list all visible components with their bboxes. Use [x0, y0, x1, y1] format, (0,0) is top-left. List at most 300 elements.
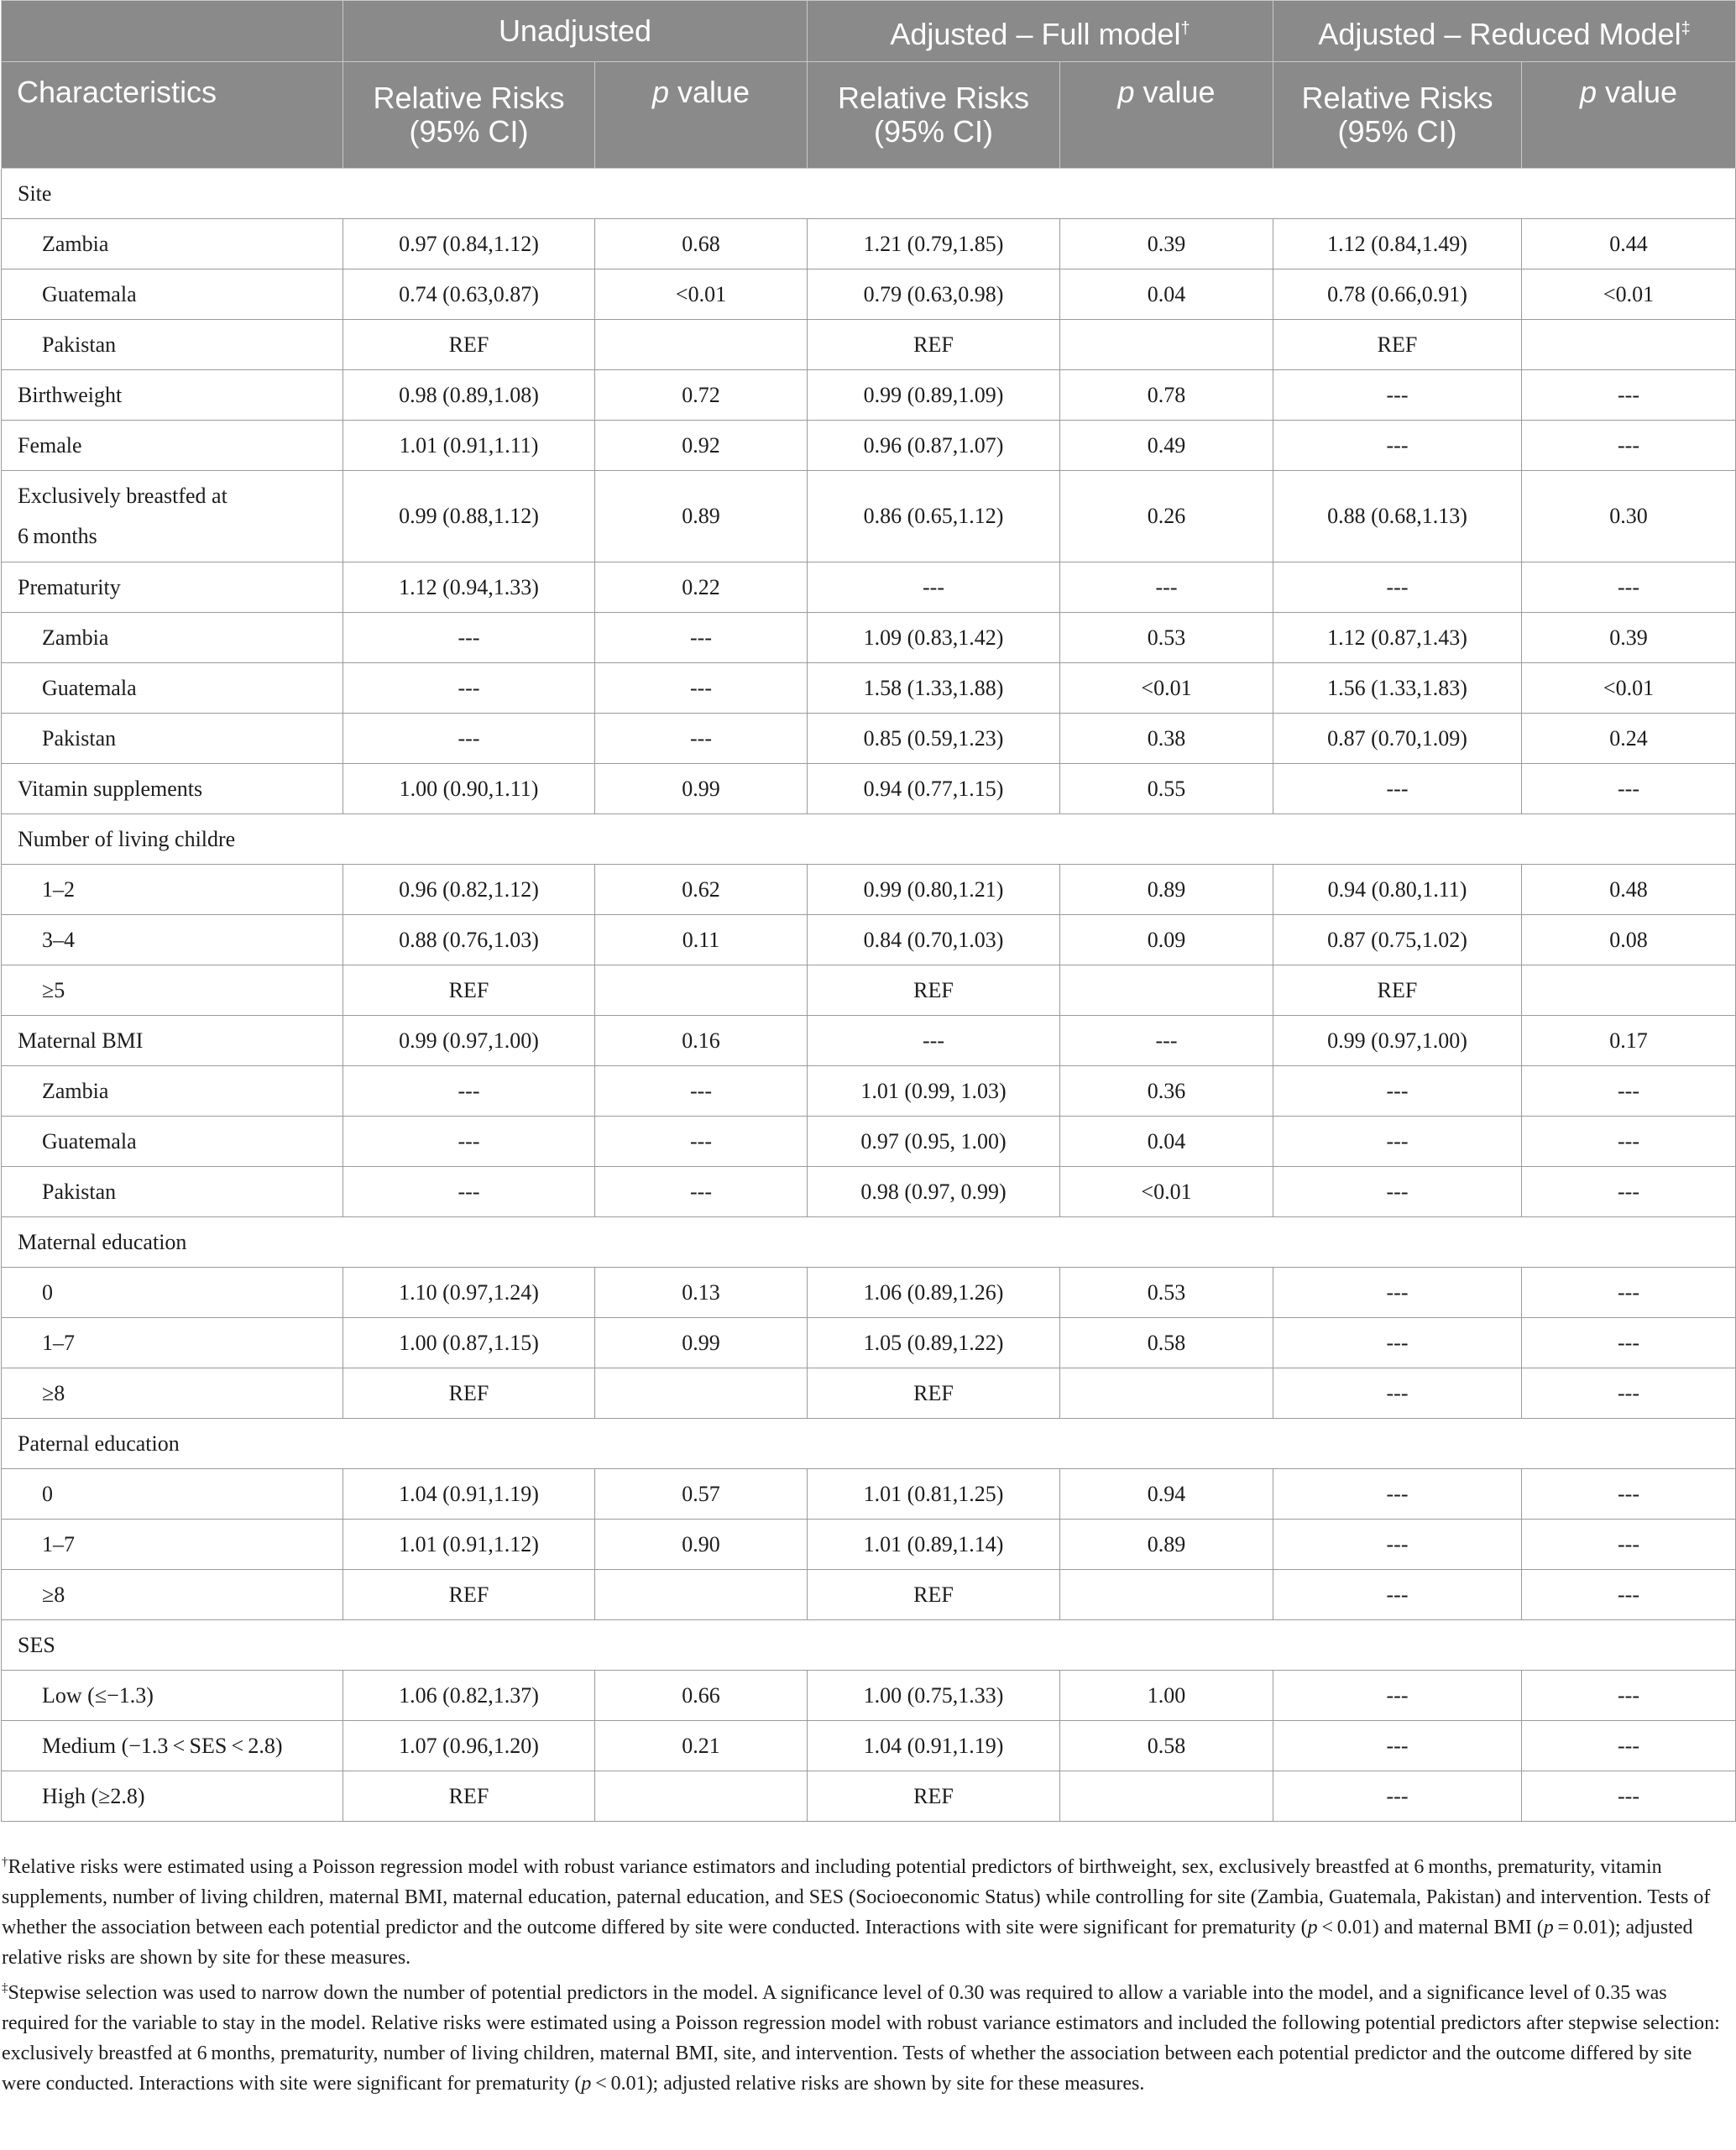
reduced-p-cell: <0.01 — [1522, 663, 1736, 714]
footnote-p-italic: p — [1307, 1917, 1318, 1938]
footnote-dagger: † — [2, 1855, 8, 1869]
footnote-double-dagger: ‡ — [2, 1981, 8, 1995]
row-label-text: ≥5 — [42, 977, 65, 1002]
full-p-cell: 0.38 — [1060, 714, 1273, 764]
table-row — [2, 1721, 1736, 1771]
full-p-cell — [1060, 1771, 1273, 1822]
reduced-p-cell: --- — [1522, 1469, 1736, 1520]
unadjusted-rr-cell: --- — [343, 1066, 595, 1117]
footnote-p-italic: p — [581, 2073, 592, 2095]
full-p-cell: 0.39 — [1060, 219, 1273, 269]
header-p-italic: p — [1117, 75, 1135, 109]
reduced-rr-cell: --- — [1273, 1318, 1522, 1368]
row-label — [2, 1520, 343, 1570]
reduced-rr-cell: --- — [1273, 1671, 1522, 1721]
unadjusted-p-cell: 0.62 — [595, 865, 808, 915]
row-label — [2, 1771, 343, 1822]
full-rr-cell: 0.99 (0.89,1.09) — [808, 370, 1060, 421]
row-label — [2, 1016, 343, 1066]
section-spacer — [343, 1620, 1736, 1671]
row-label-text: Guatemala — [42, 675, 137, 700]
row-label — [2, 320, 343, 370]
unadjusted-rr-cell: 1.04 (0.91,1.19) — [343, 1469, 595, 1520]
header-rr-line2: (95% CI) — [1337, 114, 1457, 149]
reduced-p-cell: --- — [1522, 1268, 1736, 1318]
row-label-text: Maternal education — [18, 1229, 187, 1254]
unadjusted-p-cell: 0.22 — [595, 562, 808, 613]
unadjusted-rr-cell: --- — [343, 1167, 595, 1217]
full-rr-cell: 0.97 (0.95, 1.00) — [808, 1117, 1060, 1167]
unadjusted-p-cell: 0.13 — [595, 1268, 808, 1318]
double-dagger-mark: ‡ — [1681, 18, 1691, 38]
table-row — [2, 1771, 1736, 1822]
footnote-reduced-model — [2, 1973, 1723, 2099]
full-rr-cell: 0.99 (0.80,1.21) — [808, 865, 1060, 915]
section-row — [2, 1419, 1736, 1469]
footnote-text: Stepwise selection was used to narrow down the number of potential predictors in the model. A significance level of 0.30 was required to allow a variable into the model, and a significance level of 0.35 was required for the variable to stay in the model. Relative risks were estimated using a Poisson regression model with robust variance estimators and included the following potential predictors after stepwise selection: exclusively breastfed at 6 months, prematurity, number of living children, maternal BMI, site, and intervention. Tests of whether the association between each potential predictor and the outcome differed by site were conducted. Interactions with site were significant for prematurity ( — [2, 1982, 1720, 2095]
header-empty-cell — [2, 1, 343, 62]
reduced-p-cell: --- — [1522, 1066, 1736, 1117]
row-label-text: Maternal BMI — [18, 1028, 144, 1053]
unadjusted-rr-cell: REF — [343, 1570, 595, 1620]
header-group-reduced-model — [1273, 1, 1736, 62]
row-label-text: ≥8 — [42, 1380, 65, 1405]
unadjusted-rr-cell: 1.00 (0.90,1.11) — [343, 764, 595, 814]
footnote-text: Relative risks were estimated using a Poisson regression model with robust variance estimators and including potential predictors of birthweight, sex, exclusively breastfed at 6 months, prematurity, vitamin supplements, number of living children, maternal BMI, maternal education, paternal education, and SES (Socioeconomic Status) while controlling for site (Zambia, Guatemala, Pakistan) and intervention. Tests of whether the association between each potential predictor and the outcome differed by site were conducted. Interactions with site were significant for prematurity ( — [2, 1856, 1711, 1938]
reduced-rr-cell: --- — [1273, 421, 1522, 471]
unadjusted-rr-cell: --- — [343, 613, 595, 663]
relative-risks-table — [1, 0, 1736, 1822]
unadjusted-rr-cell: REF — [343, 1368, 595, 1419]
row-label-text: Guatemala — [42, 281, 137, 306]
row-label-text: 0 — [42, 1279, 53, 1305]
full-p-cell — [1060, 1570, 1273, 1620]
table-row — [2, 1570, 1736, 1620]
table-row — [2, 1520, 1736, 1570]
reduced-p-cell: 0.08 — [1522, 915, 1736, 965]
unadjusted-rr-cell: 0.98 (0.89,1.08) — [343, 370, 595, 421]
reduced-p-cell: 0.44 — [1522, 219, 1736, 269]
row-label-text: 1–7 — [42, 1531, 75, 1556]
header-p-rest: value — [668, 75, 750, 109]
row-label-text: Paternal education — [18, 1431, 180, 1456]
section-spacer — [343, 1217, 1736, 1268]
row-label — [2, 421, 343, 471]
table-row — [2, 1368, 1736, 1419]
table-row — [2, 613, 1736, 663]
row-label-text: Zambia — [42, 1078, 109, 1103]
header-p-italic: p — [651, 75, 669, 109]
unadjusted-p-cell: --- — [595, 1117, 808, 1167]
full-p-cell: 0.36 — [1060, 1066, 1273, 1117]
unadjusted-p-cell: 0.16 — [595, 1016, 808, 1066]
row-label-text: Zambia — [42, 625, 109, 650]
unadjusted-p-cell: 0.89 — [595, 471, 808, 562]
full-rr-cell: 0.96 (0.87,1.07) — [808, 421, 1060, 471]
unadjusted-rr-cell: 1.00 (0.87,1.15) — [343, 1318, 595, 1368]
unadjusted-p-cell: 0.99 — [595, 764, 808, 814]
unadjusted-p-cell: --- — [595, 613, 808, 663]
full-rr-cell: REF — [808, 965, 1060, 1016]
reduced-rr-cell: --- — [1273, 764, 1522, 814]
reduced-p-cell: --- — [1522, 1368, 1736, 1419]
row-label — [2, 1368, 343, 1419]
section-row — [2, 1217, 1736, 1268]
row-label — [2, 219, 343, 269]
unadjusted-p-cell: 0.57 — [595, 1469, 808, 1520]
row-label — [2, 915, 343, 965]
row-label-text: Pakistan — [42, 725, 117, 751]
unadjusted-rr-cell: REF — [343, 320, 595, 370]
row-label — [2, 1671, 343, 1721]
full-rr-cell: REF — [808, 1570, 1060, 1620]
unadjusted-rr-cell: 0.99 (0.88,1.12) — [343, 471, 595, 562]
table-row — [2, 471, 1736, 562]
table-row — [2, 915, 1736, 965]
unadjusted-p-cell: <0.01 — [595, 269, 808, 320]
full-p-cell: --- — [1060, 562, 1273, 613]
row-label — [2, 1721, 343, 1771]
full-rr-cell: 1.06 (0.89,1.26) — [808, 1268, 1060, 1318]
reduced-p-cell: 0.30 — [1522, 471, 1736, 562]
header-group-row — [2, 1, 1736, 62]
header-p-rest: value — [1596, 75, 1678, 109]
reduced-rr-cell: --- — [1273, 1066, 1522, 1117]
table-row — [2, 320, 1736, 370]
unadjusted-rr-cell: 1.07 (0.96,1.20) — [343, 1721, 595, 1771]
reduced-p-cell: --- — [1522, 1117, 1736, 1167]
full-rr-cell: 1.58 (1.33,1.88) — [808, 663, 1060, 714]
table-row — [2, 1117, 1736, 1167]
row-label-text: Pakistan — [42, 1179, 117, 1204]
reduced-p-cell: --- — [1522, 764, 1736, 814]
reduced-rr-cell: --- — [1273, 1469, 1522, 1520]
row-label — [2, 1469, 343, 1520]
unadjusted-rr-cell: 1.01 (0.91,1.11) — [343, 421, 595, 471]
table-row — [2, 1671, 1736, 1721]
header-p-reduced — [1522, 62, 1736, 169]
full-rr-cell: 0.85 (0.59,1.23) — [808, 714, 1060, 764]
row-label — [2, 965, 343, 1016]
reduced-p-cell: --- — [1522, 370, 1736, 421]
section-label — [2, 1419, 343, 1469]
reduced-rr-cell: 0.87 (0.75,1.02) — [1273, 915, 1522, 965]
section-row — [2, 1620, 1736, 1671]
row-label-text: Prematurity — [18, 574, 121, 599]
full-rr-cell: --- — [808, 562, 1060, 613]
reduced-p-cell: 0.17 — [1522, 1016, 1736, 1066]
unadjusted-p-cell: 0.72 — [595, 370, 808, 421]
reduced-p-cell: <0.01 — [1522, 269, 1736, 320]
unadjusted-p-cell: --- — [595, 714, 808, 764]
reduced-rr-cell: --- — [1273, 1721, 1522, 1771]
full-p-cell: 1.00 — [1060, 1671, 1273, 1721]
unadjusted-p-cell — [595, 320, 808, 370]
reduced-p-cell: --- — [1522, 1721, 1736, 1771]
unadjusted-p-cell — [595, 965, 808, 1016]
footnote-text: < 0.01); adjusted relative risks are shown by site for these measures. — [591, 2073, 1145, 2095]
reduced-rr-cell: --- — [1273, 1167, 1522, 1217]
table-row — [2, 1167, 1736, 1217]
unadjusted-rr-cell: --- — [343, 714, 595, 764]
unadjusted-p-cell: --- — [595, 1066, 808, 1117]
table-row — [2, 965, 1736, 1016]
footnote-text: = 0.01); adjusted relative risks are shown by site for these measures. — [2, 1917, 1693, 1969]
header-rr-unadjusted — [343, 62, 595, 169]
full-rr-cell: --- — [808, 1016, 1060, 1066]
unadjusted-rr-cell: 0.99 (0.97,1.00) — [343, 1016, 595, 1066]
row-label-text: Low (≤−1.3) — [42, 1682, 154, 1708]
row-label-text: 1–7 — [42, 1330, 75, 1355]
unadjusted-p-cell — [595, 1771, 808, 1822]
footnote-text: < 0.01) and maternal BMI ( — [1317, 1917, 1544, 1938]
full-p-cell: <0.01 — [1060, 663, 1273, 714]
table-row — [2, 1469, 1736, 1520]
unadjusted-p-cell: 0.92 — [595, 421, 808, 471]
full-p-cell: 0.04 — [1060, 269, 1273, 320]
row-label-text: 0 — [42, 1481, 53, 1506]
unadjusted-rr-cell: 0.88 (0.76,1.03) — [343, 915, 595, 965]
reduced-p-cell: --- — [1522, 562, 1736, 613]
full-rr-cell: 1.21 (0.79,1.85) — [808, 219, 1060, 269]
section-label — [2, 814, 343, 865]
reduced-p-cell: --- — [1522, 1771, 1736, 1822]
row-label-text: Site — [18, 180, 52, 206]
header-group-full-text: Adjusted – Full model — [890, 16, 1181, 51]
full-p-cell: --- — [1060, 1016, 1273, 1066]
reduced-p-cell: --- — [1522, 421, 1736, 471]
header-rr-full — [808, 62, 1060, 169]
full-p-cell: 0.49 — [1060, 421, 1273, 471]
reduced-rr-cell: REF — [1273, 320, 1522, 370]
unadjusted-rr-cell: 0.96 (0.82,1.12) — [343, 865, 595, 915]
row-label — [2, 1066, 343, 1117]
footnote-full-model — [2, 1847, 1723, 1973]
reduced-rr-cell: 0.78 (0.66,0.91) — [1273, 269, 1522, 320]
row-label — [2, 562, 343, 613]
reduced-rr-cell: --- — [1273, 1117, 1522, 1167]
table-row — [2, 714, 1736, 764]
full-p-cell: 0.26 — [1060, 471, 1273, 562]
reduced-rr-cell: 1.56 (1.33,1.83) — [1273, 663, 1522, 714]
unadjusted-p-cell: 0.90 — [595, 1520, 808, 1570]
row-label-text: Exclusively breastfed at — [18, 484, 227, 508]
full-rr-cell: 0.98 (0.97, 0.99) — [808, 1167, 1060, 1217]
header-group-unadjusted-text: Unadjusted — [498, 13, 652, 48]
unadjusted-rr-cell: 0.97 (0.84,1.12) — [343, 219, 595, 269]
unadjusted-rr-cell: REF — [343, 1771, 595, 1822]
row-label — [2, 1268, 343, 1318]
full-rr-cell: REF — [808, 1771, 1060, 1822]
full-p-cell: <0.01 — [1060, 1167, 1273, 1217]
full-rr-cell: 1.01 (0.99, 1.03) — [808, 1066, 1060, 1117]
full-p-cell — [1060, 965, 1273, 1016]
row-label — [2, 1167, 343, 1217]
table-row — [2, 865, 1736, 915]
reduced-rr-cell: 0.87 (0.70,1.09) — [1273, 714, 1522, 764]
row-label-text: SES — [18, 1632, 55, 1657]
reduced-p-cell: --- — [1522, 1570, 1736, 1620]
footnote-p-italic: p — [1543, 1917, 1554, 1938]
header-group-unadjusted — [343, 1, 808, 62]
section-spacer — [343, 169, 1736, 219]
row-label — [2, 370, 343, 421]
section-label — [2, 169, 343, 219]
unadjusted-p-cell — [595, 1368, 808, 1419]
full-p-cell: 0.55 — [1060, 764, 1273, 814]
section-label — [2, 1620, 343, 1671]
unadjusted-rr-cell: 1.10 (0.97,1.24) — [343, 1268, 595, 1318]
table-row — [2, 219, 1736, 269]
full-p-cell: 0.89 — [1060, 1520, 1273, 1570]
full-p-cell: 0.78 — [1060, 370, 1273, 421]
table-row — [2, 1016, 1736, 1066]
reduced-rr-cell: --- — [1273, 1771, 1522, 1822]
row-label — [2, 865, 343, 915]
row-label — [2, 1570, 343, 1620]
row-label — [2, 714, 343, 764]
table-row — [2, 562, 1736, 613]
full-rr-cell: 1.00 (0.75,1.33) — [808, 1671, 1060, 1721]
row-label — [2, 1318, 343, 1368]
reduced-rr-cell: --- — [1273, 1520, 1522, 1570]
header-rr-line2: (95% CI) — [409, 114, 529, 149]
full-rr-cell: REF — [808, 1368, 1060, 1419]
reduced-rr-cell: 0.94 (0.80,1.11) — [1273, 865, 1522, 915]
header-p-italic: p — [1579, 75, 1597, 109]
table-footnotes — [0, 1847, 1723, 2099]
reduced-rr-cell: 1.12 (0.84,1.49) — [1273, 219, 1522, 269]
table-body — [2, 169, 1736, 1822]
row-label — [2, 764, 343, 814]
full-p-cell: 0.09 — [1060, 915, 1273, 965]
table-row — [2, 1318, 1736, 1368]
full-p-cell: 0.89 — [1060, 865, 1273, 915]
row-label-text: Vitamin supplements — [18, 776, 203, 801]
header-rr-line1: Relative Risks — [1301, 81, 1493, 115]
reduced-rr-cell: 0.88 (0.68,1.13) — [1273, 471, 1522, 562]
dagger-mark: † — [1180, 18, 1190, 38]
header-column-row — [2, 62, 1736, 169]
unadjusted-p-cell: 0.11 — [595, 915, 808, 965]
row-label-text: Pakistan — [42, 332, 117, 357]
reduced-p-cell: 0.39 — [1522, 613, 1736, 663]
row-label — [2, 471, 343, 562]
header-characteristics: Characteristics — [2, 62, 343, 169]
table-row — [2, 1066, 1736, 1117]
full-rr-cell: 1.01 (0.81,1.25) — [808, 1469, 1060, 1520]
table-row — [2, 1268, 1736, 1318]
full-p-cell — [1060, 1368, 1273, 1419]
row-label — [2, 269, 343, 320]
row-label-text: ≥8 — [42, 1582, 65, 1607]
row-label-text: Medium (−1.3 < SES < 2.8) — [42, 1733, 283, 1758]
unadjusted-p-cell: 0.68 — [595, 219, 808, 269]
row-label-text: Female — [18, 432, 82, 458]
row-label-text-line2: 6 months — [18, 524, 97, 548]
section-row — [2, 814, 1736, 865]
full-rr-cell: 1.09 (0.83,1.42) — [808, 613, 1060, 663]
header-rr-line1: Relative Risks — [837, 81, 1030, 115]
reduced-rr-cell: --- — [1273, 1570, 1522, 1620]
reduced-p-cell — [1522, 965, 1736, 1016]
table-row — [2, 370, 1736, 421]
unadjusted-p-cell: 0.99 — [595, 1318, 808, 1368]
full-p-cell: 0.94 — [1060, 1469, 1273, 1520]
reduced-rr-cell: --- — [1273, 1268, 1522, 1318]
reduced-p-cell: 0.24 — [1522, 714, 1736, 764]
header-p-unadjusted — [595, 62, 808, 169]
full-p-cell: 0.04 — [1060, 1117, 1273, 1167]
unadjusted-p-cell: --- — [595, 663, 808, 714]
unadjusted-p-cell: 0.66 — [595, 1671, 808, 1721]
table-row — [2, 421, 1736, 471]
row-label — [2, 613, 343, 663]
header-group-reduced-text: Adjusted – Reduced Model — [1318, 16, 1681, 51]
unadjusted-p-cell: 0.21 — [595, 1721, 808, 1771]
row-label-text: 3–4 — [42, 927, 75, 952]
full-rr-cell: REF — [808, 320, 1060, 370]
header-p-full — [1060, 62, 1273, 169]
section-spacer — [343, 1419, 1736, 1469]
full-p-cell — [1060, 320, 1273, 370]
full-rr-cell: 1.05 (0.89,1.22) — [808, 1318, 1060, 1368]
row-label-text: 1–2 — [42, 876, 75, 902]
reduced-p-cell: --- — [1522, 1520, 1736, 1570]
unadjusted-rr-cell: --- — [343, 1117, 595, 1167]
section-spacer — [343, 814, 1736, 865]
full-rr-cell: 0.79 (0.63,0.98) — [808, 269, 1060, 320]
table-row — [2, 663, 1736, 714]
unadjusted-rr-cell: --- — [343, 663, 595, 714]
section-label — [2, 1217, 343, 1268]
header-rr-line1: Relative Risks — [373, 81, 565, 115]
reduced-rr-cell: 1.12 (0.87,1.43) — [1273, 613, 1522, 663]
row-label — [2, 1117, 343, 1167]
unadjusted-p-cell — [595, 1570, 808, 1620]
full-p-cell: 0.53 — [1060, 613, 1273, 663]
full-p-cell: 0.58 — [1060, 1318, 1273, 1368]
full-p-cell: 0.58 — [1060, 1721, 1273, 1771]
reduced-p-cell: --- — [1522, 1318, 1736, 1368]
unadjusted-rr-cell: 1.12 (0.94,1.33) — [343, 562, 595, 613]
row-label-text: High (≥2.8) — [42, 1783, 145, 1808]
row-label — [2, 663, 343, 714]
full-rr-cell: 0.86 (0.65,1.12) — [808, 471, 1060, 562]
header-p-rest: value — [1134, 75, 1216, 109]
table-header — [2, 1, 1736, 169]
full-rr-cell: 1.04 (0.91,1.19) — [808, 1721, 1060, 1771]
unadjusted-rr-cell: 1.06 (0.82,1.37) — [343, 1671, 595, 1721]
header-group-full-model — [808, 1, 1273, 62]
reduced-rr-cell: --- — [1273, 562, 1522, 613]
full-rr-cell: 1.01 (0.89,1.14) — [808, 1520, 1060, 1570]
row-label-text: Birthweight — [18, 382, 123, 407]
table-row — [2, 764, 1736, 814]
unadjusted-rr-cell: 1.01 (0.91,1.12) — [343, 1520, 595, 1570]
row-label-text: Guatemala — [42, 1128, 137, 1153]
section-row — [2, 169, 1736, 219]
reduced-rr-cell: 0.99 (0.97,1.00) — [1273, 1016, 1522, 1066]
header-rr-reduced — [1273, 62, 1522, 169]
reduced-p-cell: --- — [1522, 1671, 1736, 1721]
unadjusted-p-cell: --- — [595, 1167, 808, 1217]
unadjusted-rr-cell: 0.74 (0.63,0.87) — [343, 269, 595, 320]
reduced-rr-cell: --- — [1273, 370, 1522, 421]
reduced-p-cell — [1522, 320, 1736, 370]
full-rr-cell: 0.94 (0.77,1.15) — [808, 764, 1060, 814]
row-label-text: Number of living childre — [18, 826, 236, 851]
